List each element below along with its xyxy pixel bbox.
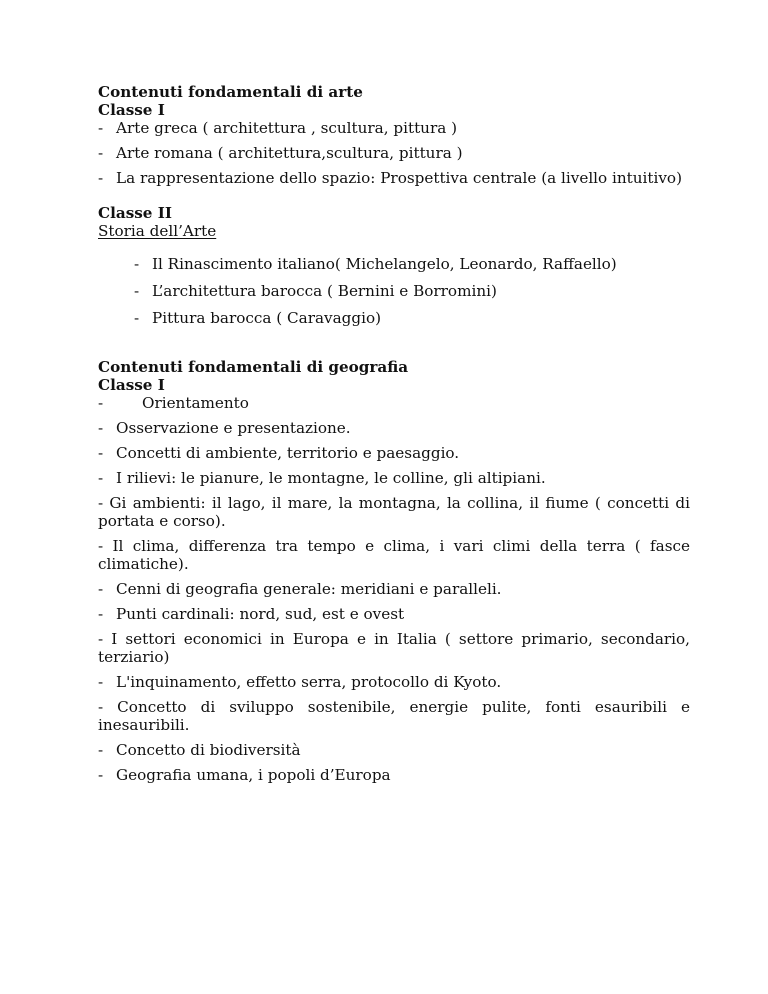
geografia-title: Contenuti fondamentali di geografia xyxy=(98,358,409,376)
list-item-text: Osservazione e presentazione. xyxy=(116,419,351,437)
bullet-dash: - xyxy=(98,419,104,437)
list-paragraph: - I settori economici in Europa e in Italia ( settore primario, secondario, terziario) xyxy=(98,630,690,666)
arte-title: Contenuti fondamentali di arte xyxy=(98,83,363,101)
list-item-text: Il Rinascimento italiano( Michelangelo, Leonardo, Raffaello) xyxy=(152,255,617,273)
arte-classe2-label: Classe II xyxy=(98,204,172,222)
bullet-dash: - xyxy=(134,309,140,327)
list-item-text: Concetto di biodiversità xyxy=(116,741,301,759)
bullet-dash: - xyxy=(98,169,104,187)
list-paragraph: - Il clima, differenza tra tempo e clima, i vari climi della terra ( fasce climatiche). xyxy=(98,537,690,573)
list-item-text: I rilievi: le pianure, le montagne, le colline, gli altipiani. xyxy=(116,469,546,487)
list-item xyxy=(98,766,690,784)
bullet-dash: - xyxy=(98,469,104,487)
list-item-text: L’architettura barocca ( Bernini e Borromini) xyxy=(152,282,497,300)
arte-classe1-label: Classe I xyxy=(98,101,165,119)
bullet-dash: - xyxy=(98,119,104,137)
list-paragraph: - Gi ambienti: il lago, il mare, la montagna, la collina, il fiume ( concetti di portata e corso). xyxy=(98,494,690,530)
bullet-dash: - xyxy=(134,255,140,273)
list-item-text: Concetti di ambiente, territorio e paesaggio. xyxy=(116,444,460,462)
arte-classe2-list xyxy=(134,255,690,327)
bullet-dash: - xyxy=(98,673,104,691)
list-item-text: La rappresentazione dello spazio: Prospettiva centrale (a livello intuitivo) xyxy=(116,169,682,187)
geografia-classe1-label: Classe I xyxy=(98,376,165,394)
list-item-text: Arte romana ( architettura,scultura, pittura ) xyxy=(116,144,463,162)
bullet-dash: - xyxy=(98,580,104,598)
arte-classe2-subtitle: Storia dell’Arte xyxy=(98,222,217,240)
list-item xyxy=(98,144,690,162)
list-item xyxy=(134,255,690,273)
list-item xyxy=(98,673,690,691)
bullet-dash: - xyxy=(98,444,104,462)
list-paragraph: - Concetto di sviluppo sostenibile, energie pulite, fonti esauribili e inesauribili. xyxy=(98,698,690,734)
list-item-text: L'inquinamento, effetto serra, protocollo di Kyoto. xyxy=(116,673,502,691)
list-item xyxy=(134,309,690,327)
list-item xyxy=(98,444,690,462)
list-item xyxy=(98,119,690,137)
list-item-text: Geografia umana, i popoli d’Europa xyxy=(116,766,391,784)
bullet-dash: - xyxy=(98,741,104,759)
list-item-text: Punti cardinali: nord, sud, est e ovest xyxy=(116,605,405,623)
list-item-text: Cenni di geografia generale: meridiani e paralleli. xyxy=(116,580,502,598)
document-body xyxy=(98,83,690,784)
list-item xyxy=(134,282,690,300)
list-item xyxy=(98,580,690,598)
list-item-text: Pittura barocca ( Caravaggio) xyxy=(152,309,382,327)
list-item xyxy=(98,394,690,412)
list-item xyxy=(98,469,690,487)
bullet-dash: - xyxy=(134,282,140,300)
bullet-dash: - xyxy=(98,144,104,162)
bullet-dash: - xyxy=(98,766,104,784)
list-item xyxy=(98,605,690,623)
bullet-dash: - xyxy=(98,394,104,412)
bullet-dash: - xyxy=(98,605,104,623)
list-item xyxy=(98,169,690,187)
list-item xyxy=(98,419,690,437)
list-item xyxy=(98,741,690,759)
list-item-text: Orientamento xyxy=(142,394,249,412)
list-item-text: Arte greca ( architettura , scultura, pittura ) xyxy=(116,119,458,137)
